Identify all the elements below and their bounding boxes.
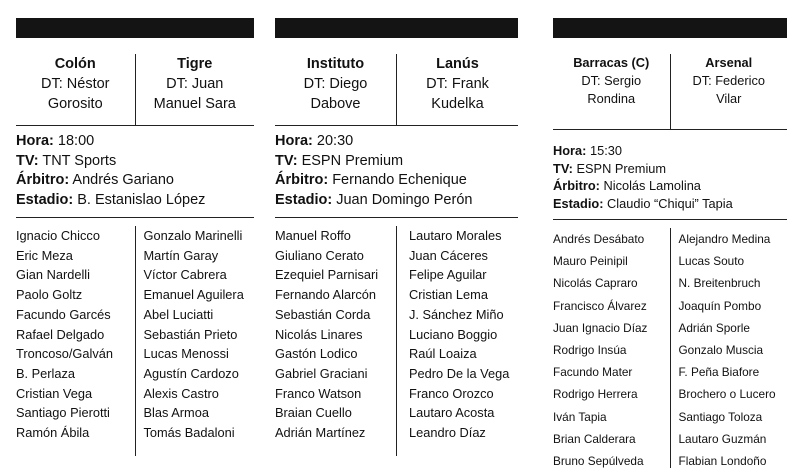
player: Pedro De la Vega — [409, 365, 510, 381]
player: Rodrigo Herrera — [553, 387, 638, 402]
player: Leandro Díaz — [409, 425, 486, 441]
player: Rafael Delgado — [16, 326, 105, 342]
player: Franco Orozco — [409, 385, 494, 401]
away-coach-line: DT: Frank — [426, 76, 489, 92]
away-team-name: Arsenal — [705, 55, 753, 70]
home-lineup — [16, 226, 135, 456]
player: Gabriel Graciani — [275, 365, 368, 381]
estadio-line: Estadio: Juan Domingo Perón — [275, 191, 473, 208]
home-coach-line: Gorosito — [47, 96, 103, 112]
away-lineup — [396, 226, 518, 456]
away-team-name: Tigre — [177, 56, 213, 72]
away-team — [135, 54, 255, 125]
player: Raúl Loaiza — [409, 346, 477, 362]
player: Joaquín Pombo — [678, 298, 762, 313]
home-team-name: Instituto — [306, 56, 365, 72]
arbitro-line: Árbitro: Fernando Echenique — [275, 172, 467, 188]
arbitro-line: Árbitro: Andrés Gariano — [16, 172, 174, 188]
player: Blas Armoa — [143, 405, 209, 421]
player: Brian Calderara — [553, 431, 636, 446]
home-coach-line: Rondina — [587, 91, 636, 106]
player: Gonzalo Marinelli — [143, 228, 243, 243]
player: Sebastián Corda — [275, 306, 371, 322]
player: Iván Tapia — [553, 409, 607, 424]
player: Facundo Garcés — [16, 306, 111, 322]
card-header-bar — [16, 18, 254, 38]
tv-line: TV: TNT Sports — [16, 152, 117, 169]
card-header-bar — [275, 18, 518, 38]
away-lineup — [670, 228, 788, 468]
home-lineup — [275, 226, 396, 456]
estadio-line: Estadio: Claudio “Chiqui” Tapia — [553, 195, 733, 211]
player: Eric Meza — [16, 247, 73, 263]
player: Nicolás Capraro — [553, 276, 638, 291]
player: Ramón Ábila — [16, 425, 90, 441]
player: Santiago Toloza — [678, 409, 763, 424]
player: N. Breitenbruch — [678, 276, 761, 291]
player: Brochero o Lucero — [678, 387, 776, 402]
player: Víctor Cabrera — [143, 267, 227, 283]
home-coach-line: Dabove — [310, 96, 361, 112]
player: Gastón Lodico — [275, 346, 358, 362]
player: Ezequiel Parnisari — [275, 267, 379, 283]
card-header-bar — [553, 18, 787, 38]
player: Adrián Sporle — [678, 320, 750, 335]
player: Abel Luciatti — [143, 306, 214, 322]
match-info — [16, 126, 254, 218]
player: Bruno Sepúlveda — [553, 454, 644, 469]
player: Franco Watson — [275, 385, 362, 401]
player: Santiago Pierotti — [16, 405, 110, 421]
player: Braian Cuello — [275, 405, 352, 421]
away-lineup — [135, 226, 255, 456]
lineups — [275, 226, 518, 456]
player: Lautaro Morales — [409, 228, 502, 243]
teams-row — [16, 38, 254, 126]
player: Lucas Souto — [678, 254, 745, 269]
home-team — [553, 54, 670, 129]
home-coach-line: DT: Néstor — [41, 76, 110, 92]
player: Troncoso/Galván — [16, 346, 113, 362]
lineups — [16, 226, 254, 456]
player: Sebastián Prieto — [143, 326, 238, 342]
player: Lautaro Guzmán — [678, 431, 767, 446]
home-team — [275, 54, 396, 125]
player: Luciano Boggio — [409, 326, 498, 342]
player: Felipe Aguilar — [409, 267, 487, 283]
tv-line: TV: ESPN Premium — [553, 160, 667, 176]
lineups — [553, 228, 787, 468]
player: Alejandro Medina — [678, 232, 771, 246]
hora-line: Hora: 18:00 — [16, 133, 95, 149]
match-card — [16, 18, 254, 456]
player: Emanuel Aguilera — [143, 287, 244, 303]
player: Cristian Vega — [16, 385, 93, 401]
player: F. Peña Biafore — [678, 365, 760, 380]
player: Lucas Menossi — [143, 346, 229, 362]
player: Flabian Londoño — [678, 454, 767, 469]
home-team-name: Colón — [54, 56, 96, 72]
teams-row — [553, 38, 787, 130]
player: Lautaro Acosta — [409, 405, 495, 421]
player: Juan Ignacio Díaz — [553, 320, 648, 335]
home-lineup — [553, 228, 670, 468]
player: Rodrigo Insúa — [553, 343, 627, 358]
away-coach-line: DT: Federico — [692, 73, 766, 88]
player: Agustín Cardozo — [143, 365, 239, 381]
home-coach-line: DT: Diego — [303, 76, 368, 92]
player: Manuel Roffo — [275, 228, 351, 243]
player: Giuliano Cerato — [275, 247, 364, 263]
teams-row — [275, 38, 518, 126]
player: Nicolás Linares — [275, 326, 363, 342]
home-coach-line: DT: Sergio — [581, 73, 642, 88]
away-team — [670, 54, 788, 129]
away-coach-line: Kudelka — [431, 96, 484, 112]
estadio-line: Estadio: B. Estanislao López — [16, 191, 206, 208]
player: Fernando Alarcón — [275, 287, 377, 303]
home-team — [16, 54, 135, 125]
hora-line: Hora: 20:30 — [275, 133, 354, 149]
away-coach-line: Manuel Sara — [153, 96, 236, 112]
away-coach-line: Vilar — [716, 91, 742, 106]
away-team — [396, 54, 518, 125]
away-coach-line: DT: Juan — [166, 76, 224, 92]
player: Tomás Badaloni — [143, 425, 235, 441]
away-team-name: Lanús — [436, 56, 479, 72]
match-info — [553, 130, 787, 220]
player: Alexis Castro — [143, 385, 219, 401]
player: Cristian Lema — [409, 287, 488, 303]
match-card — [553, 18, 787, 468]
player: Andrés Desábato — [553, 232, 645, 246]
player: Francisco Álvarez — [553, 298, 647, 313]
player: Paolo Goltz — [16, 287, 83, 303]
match-card — [275, 18, 518, 456]
player: Martín Garay — [143, 247, 219, 263]
player: Adrián Martínez — [275, 425, 366, 441]
player: B. Perlaza — [16, 365, 76, 381]
player: Mauro Peinipil — [553, 254, 628, 269]
hora-line: Hora: 15:30 — [553, 143, 623, 158]
player: Gonzalo Muscia — [678, 343, 764, 358]
match-info — [275, 126, 518, 218]
tv-line: TV: ESPN Premium — [275, 152, 404, 169]
player: Ignacio Chicco — [16, 228, 100, 243]
player: J. Sánchez Miño — [409, 306, 504, 322]
arbitro-line: Árbitro: Nicolás Lamolina — [553, 178, 701, 193]
player: Facundo Mater — [553, 365, 633, 380]
home-team-name: Barracas (C) — [573, 55, 650, 70]
player: Gian Nardelli — [16, 267, 90, 283]
player: Juan Cáceres — [409, 247, 488, 263]
